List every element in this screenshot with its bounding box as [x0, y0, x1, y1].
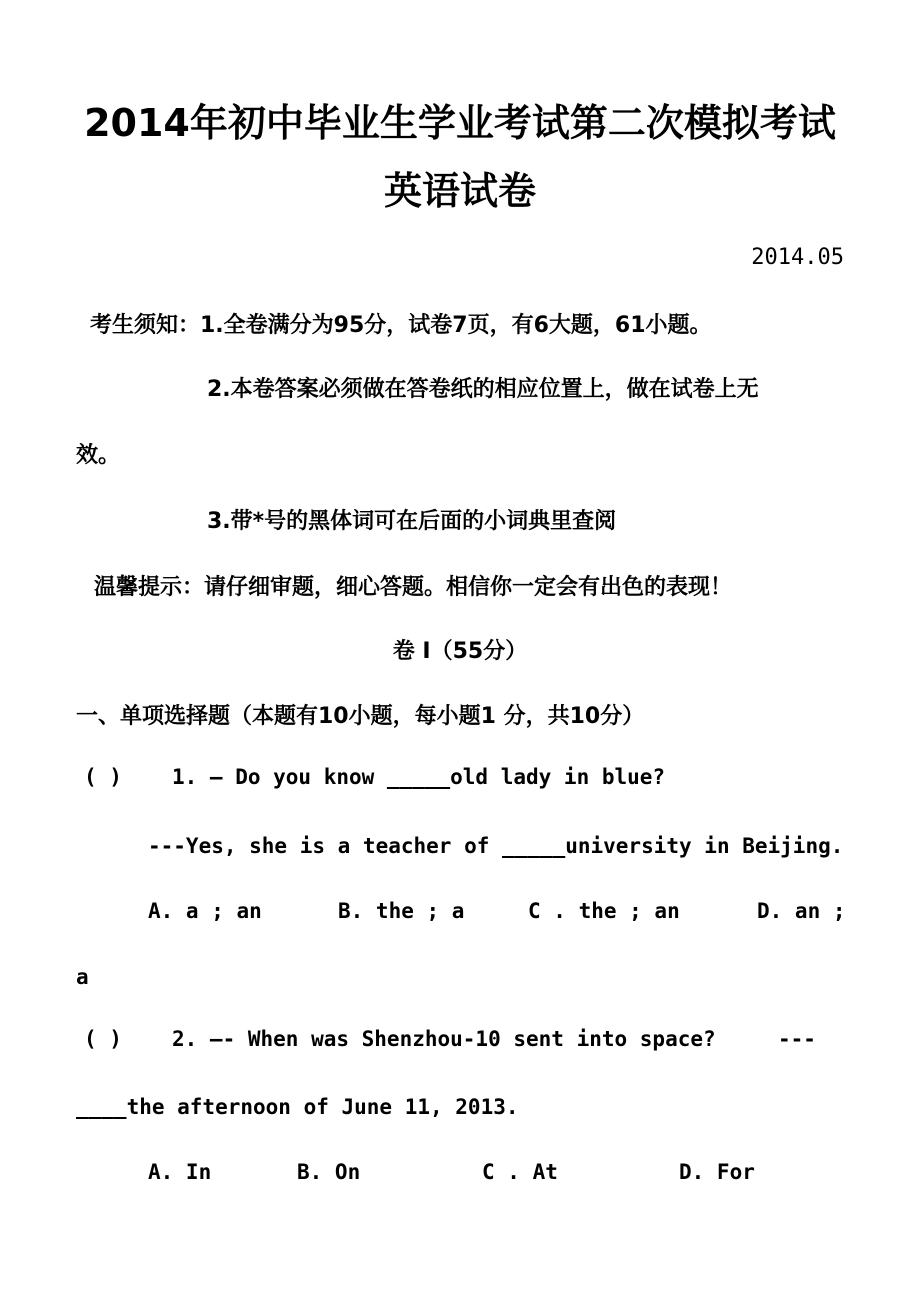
option-b: B. On [297, 1160, 361, 1184]
question-stem-reply: ---Yes, she is a teacher of _____university in Beijing. [148, 834, 844, 858]
answer-bracket: ( ) [84, 1027, 122, 1051]
part-1-heading: 一、单项选择题（本题有10小题，每小题1 分，共10分） [76, 704, 645, 729]
notice-line-3: 3.带*号的黑体词可在后面的小词典里查阅 [207, 509, 617, 534]
notice-line-2-wrap: 效。 [76, 443, 121, 468]
tip-text: 温馨提示：请仔细审题，细心答题。相信你一定会有出色的表现！ [94, 575, 733, 600]
question-stem-reply: ____the afternoon of June 11, 2013. [76, 1095, 519, 1119]
page-subtitle: 英语试卷 [383, 169, 536, 213]
option-b: B. the ; a [338, 899, 465, 923]
notice-line-1: 考生须知：1.全卷满分为95分，试卷7页，有6大题，61小题。 [90, 313, 712, 338]
option-d-wrap: a [76, 965, 89, 989]
question-stem: 1. — Do you know _____old lady in blue? [172, 765, 666, 789]
option-c: C . the ; an [528, 899, 680, 923]
page-title: 2014年初中毕业生学业考试第二次模拟考试 [84, 101, 836, 145]
exam-date: 2014.05 [751, 245, 844, 270]
option-d: D. For [679, 1160, 755, 1184]
question-stem-tail: --- [778, 1027, 816, 1051]
option-a: A. In [148, 1160, 212, 1184]
notice-line-2: 2.本卷答案必须做在答卷纸的相应位置上，做在试卷上无 [207, 377, 759, 402]
option-a: A. a ; an [148, 899, 262, 923]
option-d: D. an ; [757, 899, 846, 923]
answer-bracket: ( ) [84, 765, 122, 789]
option-c: C . At [482, 1160, 558, 1184]
question-stem: 2. —- When was Shenzhou-10 sent into space? [172, 1027, 716, 1051]
volume-heading: 卷 Ⅰ（55分） [392, 639, 528, 664]
